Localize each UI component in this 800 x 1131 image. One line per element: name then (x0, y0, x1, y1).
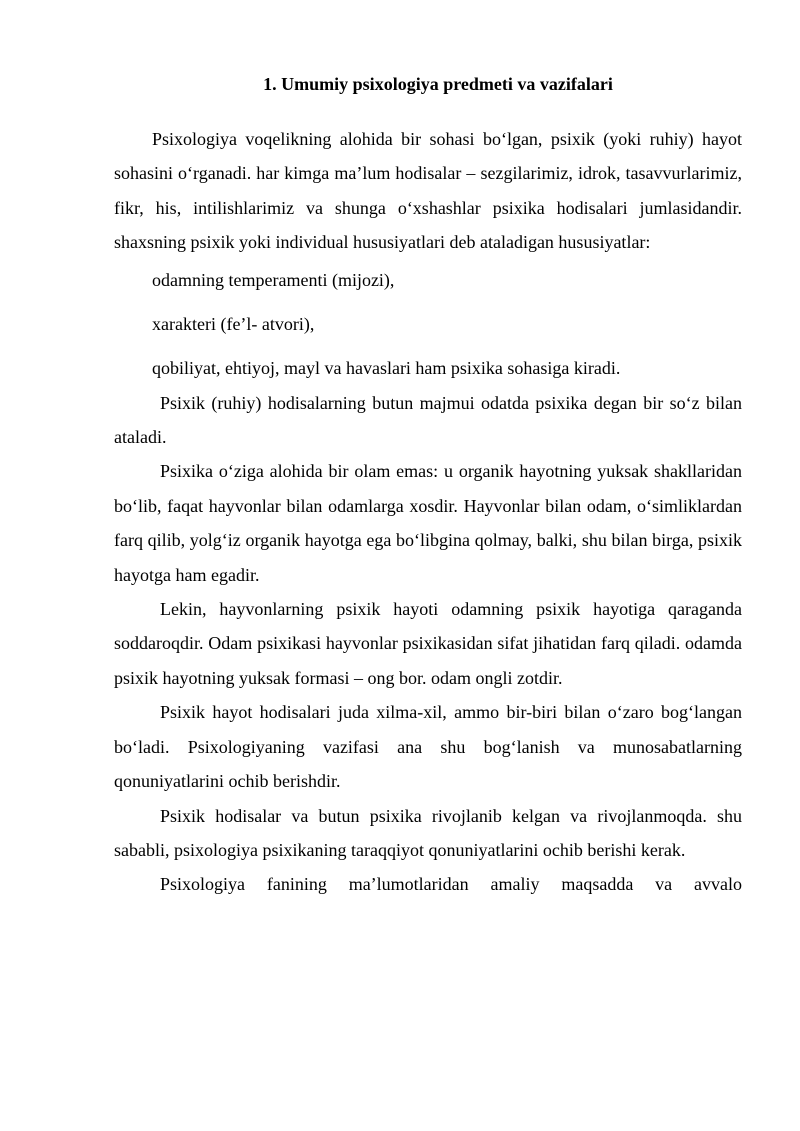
intro-paragraph: Psixologiya voqelikning alohida bir sohasi bo‘lgan, psixik (yoki ruhiy) hayot sohasini o‘rganadi. har kimga ma’lum hodisalar – sezgilarimiz, idrok, tasavvurlarimiz, fikr, his, intilishlarimiz va shunga o‘xshashlar psixika hodisalari jumlasidandir. shaxsning psixik yoki individual hususiyatlari deb ataladigan hususiyatlar: (114, 129, 742, 253)
list-item-temperament: odamning temperamenti (mijozi), (152, 269, 395, 290)
paragraph-psyche-definition: Psixik (ruhiy) hodisalarning butun majmui odatda psixika degan bir so‘z bilan ataladi. (114, 392, 742, 448)
paragraph-psyche-development: Psixik hodisalar va butun psixika rivojlanib kelgan va rivojlanmoqda. shu sababli, psixologiya psixikaning taraqqiyot qonuniyatlarini ochib berishi kerak. (114, 805, 742, 860)
paragraph-animal-psyche: Lekin, hayvonlarning psixik hayoti odamning psixik hayotiga qaraganda soddaroqdir. Odam psixikasi hayvonlar psixikasidan sifat jihatidan farq qiladi. odamda psixik hayotning yuksak formasi – ong bor. odam ongli zotdir. (114, 599, 742, 688)
list-item-character: xarakteri (fe’l- atvori), (152, 313, 315, 334)
paragraph-phenomena-relations: Psixik hayot hodisalari juda xilma-xil, ammo bir-biri bilan o‘zaro bog‘langan bo‘ladi. Psixologiyaning vazifasi ana shu bog‘lanish va munosabatlarning qonuniyatlarini ochib berishdir. (114, 702, 742, 792)
document-page (114, 72, 742, 902)
paragraph-practical-use: Psixologiya fanining ma’lumotlaridan amaliy maqsadda va avvalo (160, 874, 742, 895)
section-title: 1. Umumiy psixologiya predmeti va vazifalari (263, 74, 613, 94)
paragraph-psyche-world: Psixika o‘ziga alohida bir olam emas: u organik hayotning yuksak shakllaridan bo‘lib, faqat hayvonlar bilan odamlarga xosdir. Hayvonlar bilan odam, o‘simliklardan farq qilib, yolg‘iz organik hayotga ega bo‘libgina qolmay, balki, shu bilan birga, psixik hayotga ham egadir. (114, 461, 742, 585)
list-item-abilities: qobiliyat, ehtiyoj, mayl va havaslari ham psixika sohasiga kiradi. (152, 357, 621, 378)
